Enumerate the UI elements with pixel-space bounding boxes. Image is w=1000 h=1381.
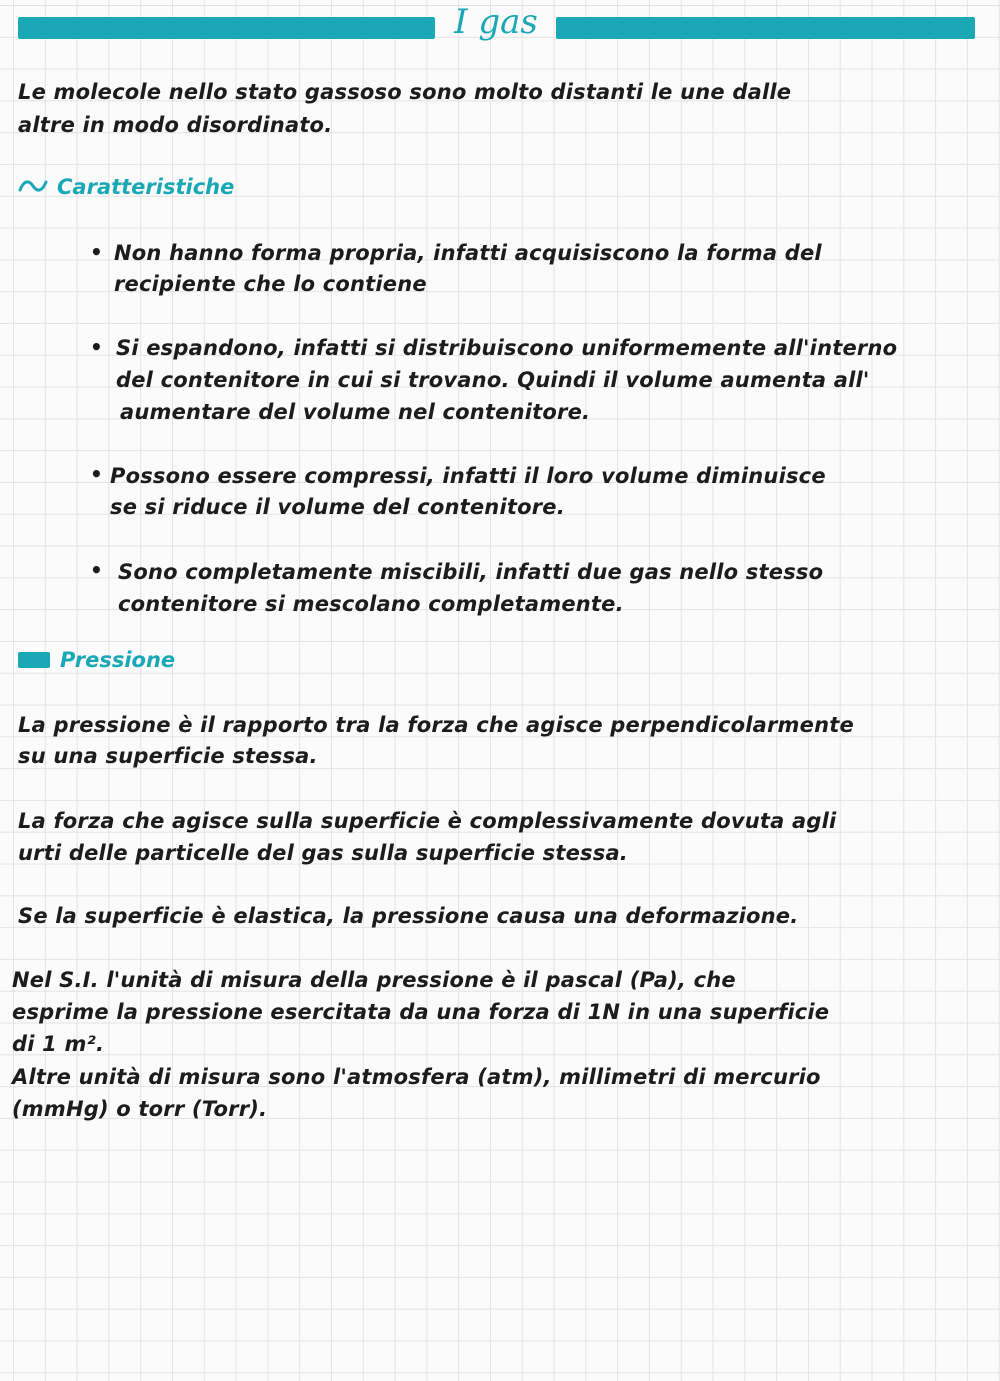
pressione-p2-line-1: La forza che agisce sulla superficie è complessivamente dovuta agli [18, 809, 837, 833]
bullet-2-line-3: aumentare del volume nel contenitore. [120, 400, 591, 424]
pressione-p4-line-1: Nel S.I. l'unità di misura della pressione è il pascal (Pa), che [12, 968, 736, 992]
bullet-3-line-2: se si riduce il volume del contenitore. [110, 495, 565, 519]
bullet-dot: • [90, 462, 103, 486]
square-icon [18, 652, 50, 668]
pressione-p4-line-2: esprime la pressione esercitata da una forza di 1N in una superficie [12, 1000, 830, 1024]
pressione-p4-line-5: (mmHg) o torr (Torr). [12, 1097, 268, 1121]
bullet-3-line-1: Possono essere compressi, infatti il loro volume diminuisce [110, 464, 826, 488]
intro-line-1: Le molecole nello stato gassoso sono molto distanti le une dalle [18, 80, 792, 104]
pressione-p3-line-1: Se la superficie è elastica, la pressione causa una deformazione. [18, 904, 799, 928]
title-bar-right [556, 17, 975, 39]
bullet-dot: • [90, 335, 103, 359]
bullet-4-line-2: contenitore si mescolano completamente. [118, 592, 624, 616]
tilde-icon [18, 172, 48, 200]
pressione-p2-line-2: urti delle particelle del gas sulla superficie stessa. [18, 841, 628, 865]
pressione-p4-line-4: Altre unità di misura sono l'atmosfera (atm), millimetri di mercurio [12, 1065, 821, 1089]
bullet-dot: • [90, 558, 103, 582]
bullet-2-line-2: del contenitore in cui si trovano. Quindi il volume aumenta all' [116, 368, 870, 392]
pressione-p1-line-1: La pressione è il rapporto tra la forza che agisce perpendicolarmente [18, 713, 854, 737]
intro-line-2: altre in modo disordinato. [18, 113, 333, 137]
bullet-dot: • [90, 240, 103, 264]
bullet-1-line-2: recipiente che lo contiene [114, 272, 427, 296]
bullet-4-line-1: Sono completamente miscibili, infatti due gas nello stesso [118, 560, 824, 584]
pressione-p1-line-2: su una superficie stessa. [18, 744, 318, 768]
title-bar-left [18, 17, 435, 39]
pressione-p4-line-3: di 1 m². [12, 1032, 105, 1056]
bullet-1-line-1: Non hanno forma propria, infatti acquisiscono la forma del [114, 241, 822, 265]
bullet-2-line-1: Si espandono, infatti si distribuiscono uniformemente all'interno [116, 336, 898, 360]
section-heading-caratteristiche: Caratteristiche [57, 175, 235, 199]
page-title: I gas [454, 2, 538, 42]
section-heading-pressione: Pressione [60, 648, 176, 672]
